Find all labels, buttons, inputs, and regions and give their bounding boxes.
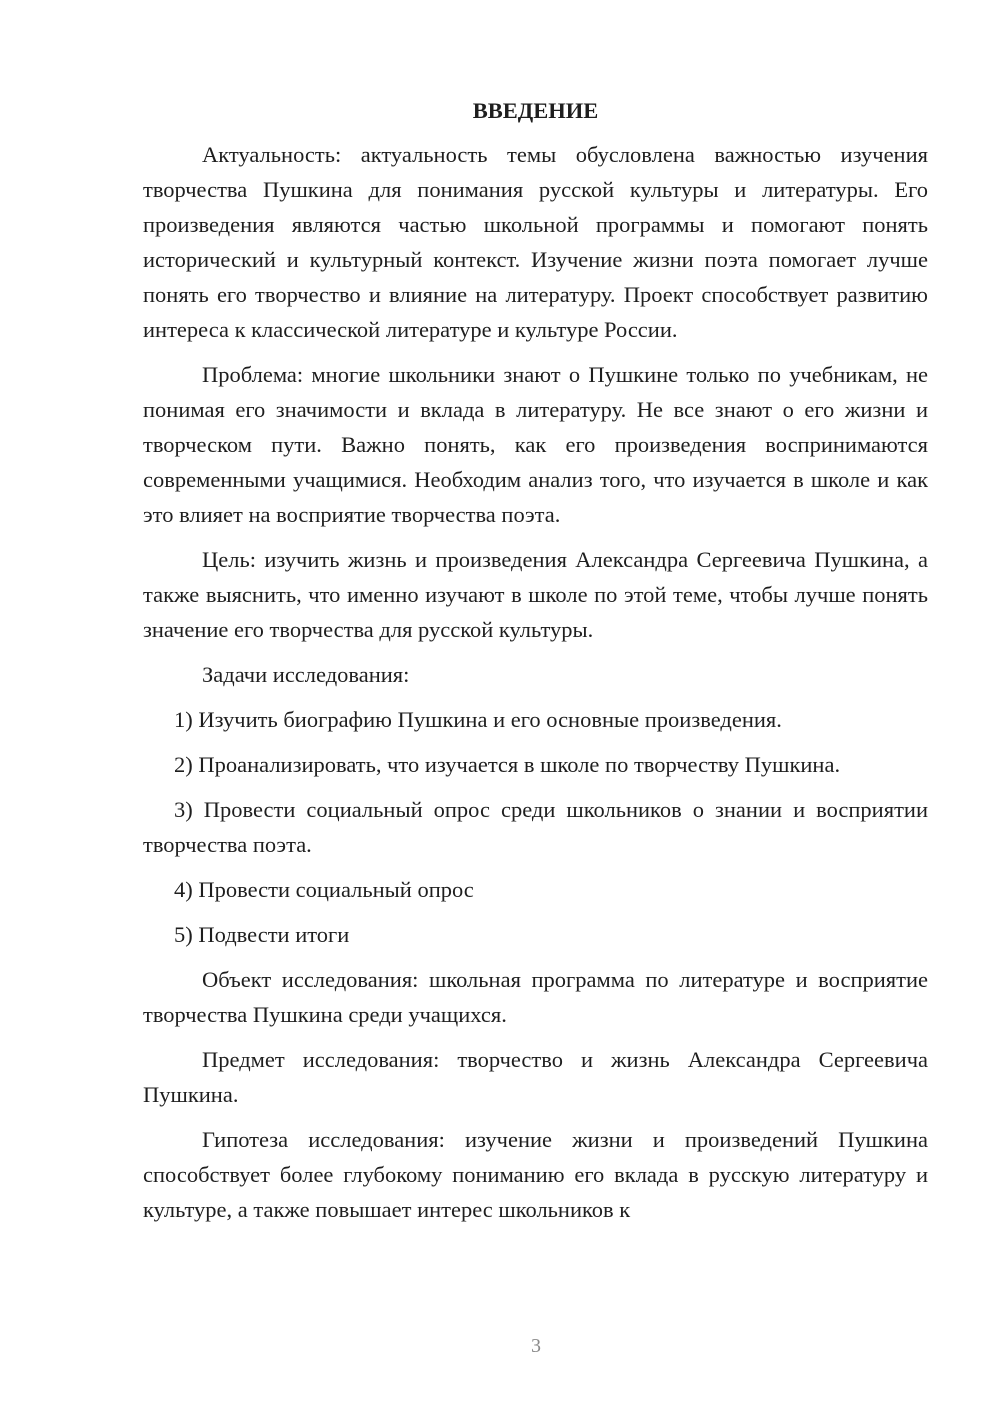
- paragraph-goal: Цель: изучить жизнь и произведения Александра Сергеевича Пушкина, а также выяснить, что именно изучают в школе по этой теме, чтобы лучше понять значение его творчества для русской культуры.: [143, 547, 928, 642]
- paragraph-tasks-heading: Задачи исследования:: [202, 662, 410, 687]
- paragraph-hypothesis: Гипотеза исследования: изучение жизни и произведений Пушкина способствует более глубокому пониманию его вклада в русскую литературу и культуре, а также повышает интерес школьников к: [143, 1127, 928, 1222]
- task-item-4: 4) Провести социальный опрос: [174, 877, 474, 902]
- paragraph-subject: Предмет исследования: творчество и жизнь Александра Сергеевича Пушкина.: [143, 1047, 928, 1107]
- task-item-2: 2) Проанализировать, что изучается в школе по творчеству Пушкина.: [174, 752, 841, 777]
- page-number: 3: [531, 1335, 541, 1357]
- paragraph-relevance: Актуальность: актуальность темы обусловлена важностью изучения творчества Пушкина для понимания русской культуры и литературы. Его произведения являются частью школьной программы и помогают понять исторический и культурный контекст. Изучение жизни поэта помогает лучше понять его творчество и влияние на литературу. Проект способствует развитию интереса к классической литературе и культуре России.: [143, 142, 928, 342]
- paragraph-problem: Проблема: многие школьники знают о Пушкине только по учебникам, не понимая его значимости и вклада в литературу. Не все знают о его жизни и творческом пути. Важно понять, как его произведения воспринимаются современными учащимися. Необходим анализ того, что изучается в школе и как это влияет на восприятие творчества поэта.: [143, 362, 928, 527]
- document-body: [143, 96, 928, 1237]
- paragraph-object: Объект исследования: школьная программа по литературе и восприятие творчества Пушкина среди учащихся.: [143, 967, 928, 1027]
- task-item-3: 3) Провести социальный опрос среди школьников о знании и восприятии творчества поэта.: [143, 797, 928, 857]
- task-item-5: 5) Подвести итоги: [174, 922, 350, 947]
- section-heading: ВВЕДЕНИЕ: [472, 98, 599, 123]
- task-item-1: 1) Изучить биографию Пушкина и его основные произведения.: [174, 707, 782, 732]
